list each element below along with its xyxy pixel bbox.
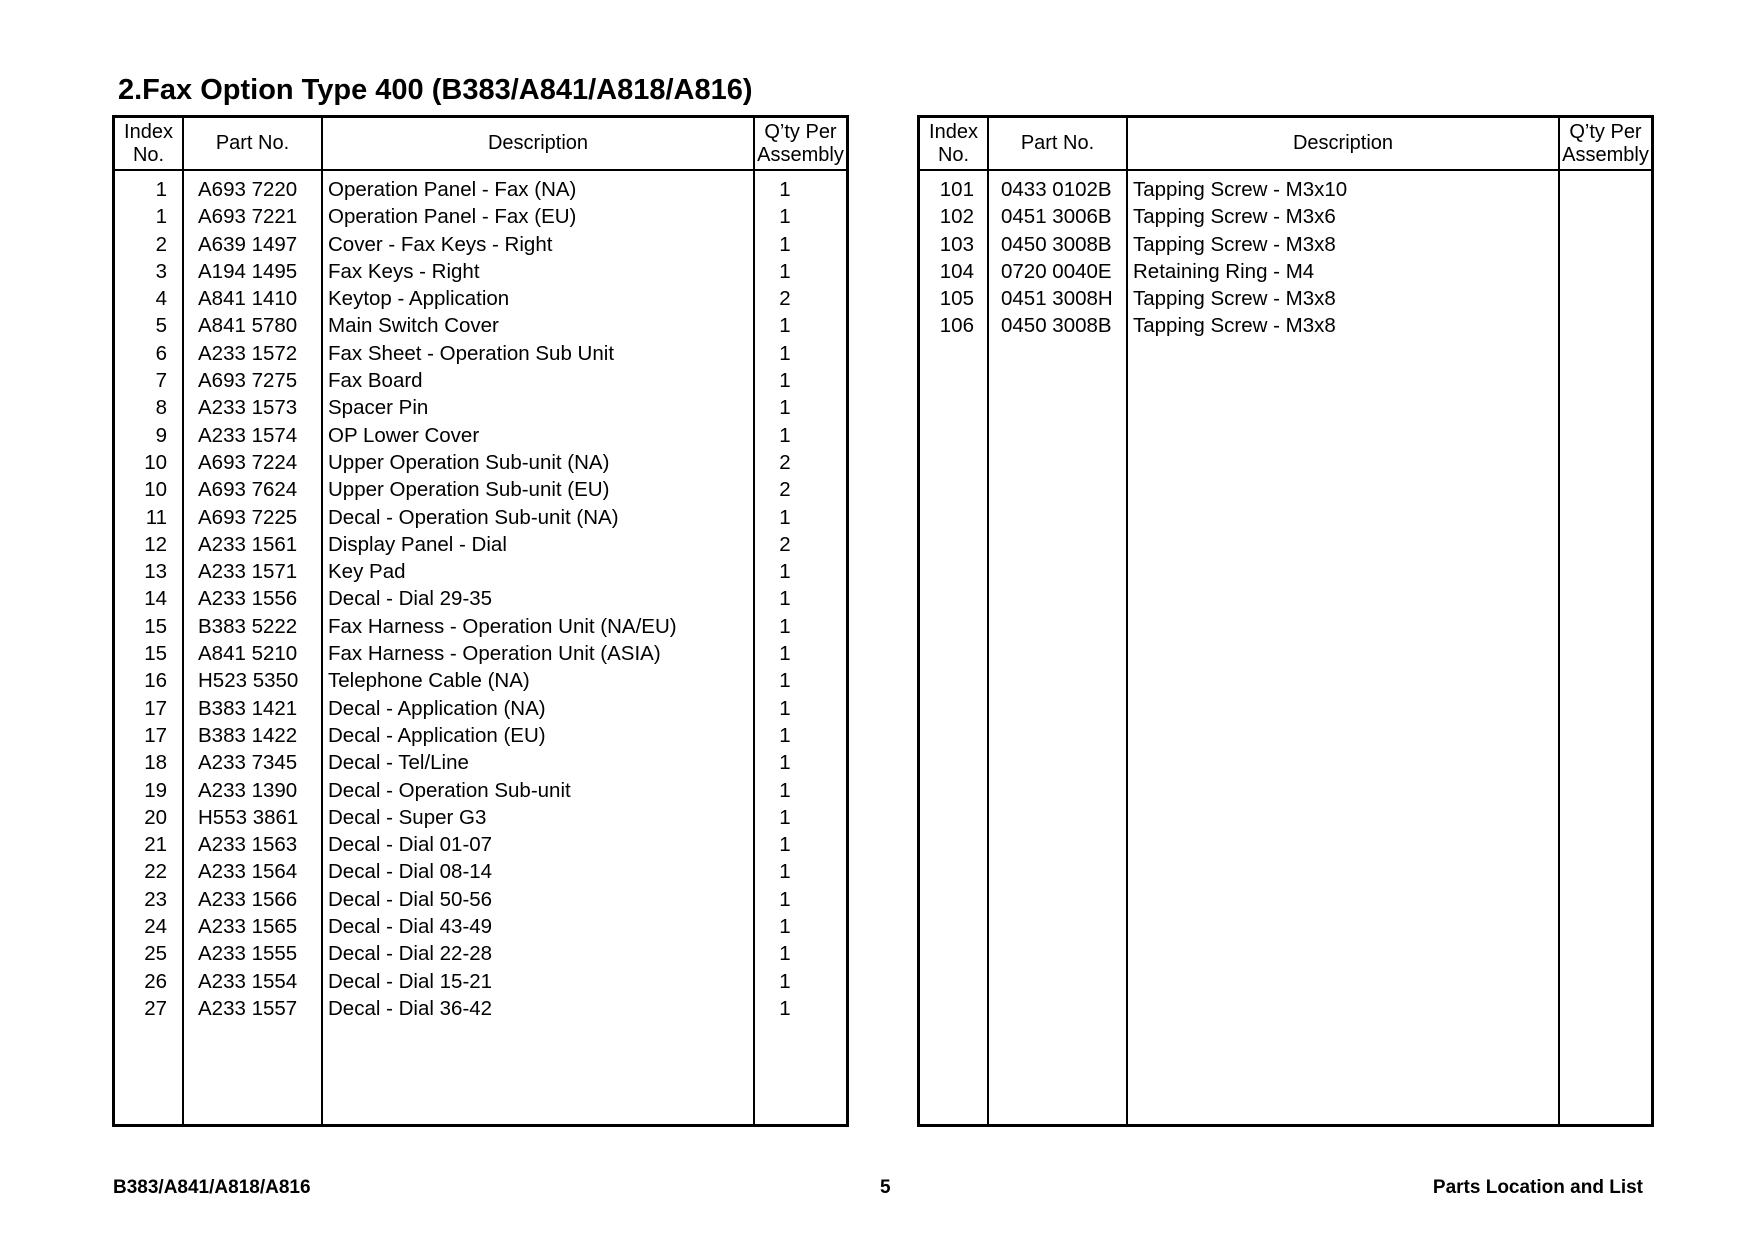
qty-cell: 1 — [779, 669, 791, 693]
part-no-cell: A233 1564 — [198, 860, 298, 884]
table-row — [115, 231, 846, 258]
header-description: Description — [487, 132, 589, 154]
index-cell: 25 — [144, 942, 167, 966]
qty-cell: 1 — [779, 396, 791, 420]
qty-cell: 1 — [779, 178, 791, 201]
qty-cell: 1 — [779, 915, 791, 939]
description-cell: Tapping Screw - M3x10 — [1133, 178, 1348, 201]
part-no-cell: 0720 0040E — [1001, 259, 1112, 283]
table-row — [115, 940, 846, 967]
qty-cell: 1 — [779, 805, 791, 829]
part-no-cell: H553 3861 — [198, 805, 299, 829]
description-cell: Decal - Dial 36-42 — [328, 996, 493, 1020]
index-cell: 12 — [144, 532, 167, 556]
index-cell: 103 — [939, 232, 974, 256]
parts-table-left — [112, 115, 849, 1127]
qty-cell: 1 — [779, 614, 791, 638]
table-row — [115, 422, 846, 449]
part-no-cell: A639 1497 — [198, 232, 298, 256]
table-row — [920, 285, 1651, 312]
index-cell: 1 — [155, 205, 167, 229]
index-cell: 18 — [144, 751, 167, 775]
qty-cell: 1 — [779, 642, 791, 666]
qty-cell: 1 — [779, 996, 791, 1020]
index-cell: 4 — [155, 287, 167, 311]
description-cell: Decal - Dial 15-21 — [328, 969, 493, 993]
index-cell: 14 — [144, 587, 167, 611]
index-cell: 8 — [155, 396, 167, 420]
table-row — [115, 667, 846, 694]
qty-cell: 1 — [779, 259, 791, 283]
header-part-no: Part No. — [215, 132, 290, 154]
part-no-cell: A233 1572 — [198, 341, 298, 365]
description-cell: Decal - Dial 43-49 — [328, 915, 493, 939]
table-row — [115, 777, 846, 804]
table-row — [115, 285, 846, 312]
table-row — [115, 558, 846, 585]
index-cell: 105 — [939, 287, 974, 311]
table-row — [920, 231, 1651, 258]
description-cell: Cover - Fax Keys - Right — [328, 232, 553, 256]
index-cell: 13 — [144, 560, 167, 584]
part-no-cell: A693 7275 — [198, 369, 298, 393]
part-no-cell: A233 1561 — [198, 532, 298, 556]
description-cell: Fax Board — [328, 369, 423, 393]
index-cell: 104 — [939, 259, 974, 283]
index-cell: 15 — [144, 642, 167, 666]
table-row — [115, 476, 846, 503]
part-no-cell: 0433 0102B — [1001, 178, 1112, 201]
table-row — [115, 858, 846, 885]
table-row — [115, 340, 846, 367]
table-body — [115, 176, 846, 1022]
qty-cell: 2 — [779, 287, 791, 311]
index-cell: 27 — [144, 996, 167, 1020]
part-no-cell: A233 1557 — [198, 996, 298, 1020]
description-cell: Key Pad — [328, 560, 406, 584]
qty-cell: 1 — [779, 723, 791, 747]
index-cell: 5 — [155, 314, 167, 338]
header-qty: Q’ty Per Assembly — [757, 120, 844, 166]
description-cell: Tapping Screw - M3x6 — [1133, 205, 1336, 229]
index-cell: 10 — [144, 450, 167, 474]
description-cell: Decal - Super G3 — [328, 805, 487, 829]
description-cell: Decal - Operation Sub-unit (NA) — [328, 505, 619, 529]
table-row — [115, 203, 846, 230]
description-cell: Fax Keys - Right — [328, 259, 480, 283]
qty-cell: 1 — [779, 423, 791, 447]
qty-cell: 1 — [779, 587, 791, 611]
qty-cell: 1 — [779, 751, 791, 775]
index-cell: 17 — [144, 696, 167, 720]
description-cell: OP Lower Cover — [328, 423, 480, 447]
description-cell: Decal - Dial 29-35 — [328, 587, 493, 611]
table-row — [115, 913, 846, 940]
qty-cell: 1 — [779, 696, 791, 720]
part-no-cell: B383 5222 — [198, 614, 298, 638]
table-row — [115, 886, 846, 913]
index-cell: 10 — [144, 478, 167, 502]
index-cell: 9 — [155, 423, 167, 447]
part-no-cell: A233 1554 — [198, 969, 298, 993]
part-no-cell: A841 5210 — [198, 642, 298, 666]
footer-section: Parts Location and List — [1432, 1177, 1643, 1198]
table-row — [920, 176, 1651, 203]
index-cell: 106 — [939, 314, 974, 338]
description-cell: Upper Operation Sub-unit (EU) — [328, 478, 610, 502]
part-no-cell: 0451 3006B — [1001, 205, 1112, 229]
description-cell: Fax Harness - Operation Unit (NA/EU) — [328, 614, 677, 638]
table-row — [115, 394, 846, 421]
description-cell: Retaining Ring - M4 — [1133, 259, 1315, 283]
part-no-cell: A233 1556 — [198, 587, 298, 611]
part-no-cell: A233 1563 — [198, 833, 298, 857]
table-row — [115, 613, 846, 640]
index-cell: 22 — [144, 860, 167, 884]
table-row — [115, 995, 846, 1022]
header-index: Index No. — [124, 120, 173, 166]
part-no-cell: A233 7345 — [198, 751, 298, 775]
index-cell: 16 — [144, 669, 167, 693]
table-row — [115, 449, 846, 476]
index-cell: 23 — [144, 887, 167, 911]
description-cell: Tapping Screw - M3x8 — [1133, 287, 1336, 311]
table-row — [115, 531, 846, 558]
qty-cell: 1 — [779, 778, 791, 802]
index-cell: 102 — [939, 205, 974, 229]
qty-cell: 1 — [779, 969, 791, 993]
part-no-cell: 0450 3008B — [1001, 232, 1112, 256]
index-cell: 15 — [144, 614, 167, 638]
table-row — [115, 749, 846, 776]
part-no-cell: H523 5350 — [198, 669, 299, 693]
index-cell: 11 — [145, 505, 167, 529]
table-row — [115, 722, 846, 749]
qty-cell: 2 — [779, 532, 791, 556]
table-row — [115, 176, 846, 203]
index-cell: 6 — [155, 341, 167, 365]
qty-cell: 2 — [779, 450, 791, 474]
qty-cell: 1 — [779, 369, 791, 393]
qty-cell: 1 — [779, 833, 791, 857]
part-no-cell: 0451 3008H — [1001, 287, 1113, 311]
table-row — [920, 312, 1651, 339]
description-cell: Main Switch Cover — [328, 314, 499, 338]
index-cell: 1 — [155, 178, 167, 201]
index-cell: 3 — [155, 259, 167, 283]
description-cell: Fax Harness - Operation Unit (ASIA) — [328, 642, 661, 666]
header-index: Index No. — [929, 120, 978, 166]
qty-cell: 1 — [779, 341, 791, 365]
qty-cell: 1 — [779, 942, 791, 966]
page-title: 2.Fax Option Type 400 (B383/A841/A818/A816) — [118, 74, 753, 106]
description-cell: Operation Panel - Fax (NA) — [328, 178, 577, 201]
index-cell: 21 — [144, 833, 167, 857]
table-row — [115, 695, 846, 722]
part-no-cell: A233 1565 — [198, 915, 298, 939]
part-no-cell: A233 1390 — [198, 778, 298, 802]
table-row — [115, 504, 846, 531]
index-cell: 7 — [155, 369, 167, 393]
description-cell: Tapping Screw - M3x8 — [1133, 232, 1336, 256]
index-cell: 17 — [144, 723, 167, 747]
index-cell: 24 — [144, 915, 167, 939]
table-row — [115, 831, 846, 858]
table-body — [920, 176, 1651, 340]
part-no-cell: A693 7221 — [198, 205, 298, 229]
description-cell: Decal - Dial 22-28 — [328, 942, 493, 966]
part-no-cell: A233 1555 — [198, 942, 298, 966]
table-row — [115, 312, 846, 339]
part-no-cell: A693 7624 — [198, 478, 298, 502]
footer-model: B383/A841/A818/A816 — [113, 1177, 311, 1198]
part-no-cell: A693 7220 — [198, 178, 298, 201]
qty-cell: 1 — [779, 887, 791, 911]
description-cell: Decal - Application (EU) — [328, 723, 546, 747]
part-no-cell: A693 7225 — [198, 505, 298, 529]
description-cell: Decal - Tel/Line — [328, 751, 469, 775]
description-cell: Decal - Dial 08-14 — [328, 860, 493, 884]
part-no-cell: A841 5780 — [198, 314, 298, 338]
description-cell: Display Panel - Dial — [328, 532, 507, 556]
parts-table-right — [917, 115, 1654, 1127]
qty-cell: 1 — [779, 560, 791, 584]
table-row — [920, 203, 1651, 230]
index-cell: 101 — [939, 178, 974, 201]
part-no-cell: A233 1573 — [198, 396, 298, 420]
table-header — [920, 118, 1651, 171]
description-cell: Telephone Cable (NA) — [328, 669, 530, 693]
description-cell: Decal - Operation Sub-unit — [328, 778, 571, 802]
table-row — [115, 585, 846, 612]
index-cell: 20 — [144, 805, 167, 829]
part-no-cell: A841 1410 — [198, 287, 298, 311]
description-cell: Keytop - Application — [328, 287, 510, 311]
table-row — [920, 258, 1651, 285]
description-cell: Decal - Application (NA) — [328, 696, 546, 720]
qty-cell: 1 — [779, 505, 791, 529]
header-description: Description — [1292, 132, 1394, 154]
footer-page-number: 5 — [880, 1177, 891, 1198]
description-cell: Fax Sheet - Operation Sub Unit — [328, 341, 615, 365]
part-no-cell: A693 7224 — [198, 450, 298, 474]
part-no-cell: 0450 3008B — [1001, 314, 1112, 338]
part-no-cell: A194 1495 — [198, 259, 298, 283]
table-row — [115, 804, 846, 831]
description-cell: Decal - Dial 50-56 — [328, 887, 493, 911]
table-row — [115, 968, 846, 995]
part-no-cell: B383 1422 — [198, 723, 298, 747]
description-cell: Spacer Pin — [328, 396, 429, 420]
index-cell: 19 — [144, 778, 167, 802]
index-cell: 2 — [155, 232, 167, 256]
description-cell: Decal - Dial 01-07 — [328, 833, 493, 857]
qty-cell: 1 — [779, 232, 791, 256]
table-row — [115, 258, 846, 285]
header-qty: Q’ty Per Assembly — [1562, 120, 1649, 166]
header-part-no: Part No. — [1020, 132, 1095, 154]
description-cell: Operation Panel - Fax (EU) — [328, 205, 577, 229]
table-header — [115, 118, 846, 171]
part-no-cell: A233 1574 — [198, 423, 298, 447]
index-cell: 26 — [144, 969, 167, 993]
part-no-cell: A233 1566 — [198, 887, 298, 911]
table-row — [115, 367, 846, 394]
qty-cell: 1 — [779, 860, 791, 884]
part-no-cell: A233 1571 — [198, 560, 298, 584]
qty-cell: 1 — [779, 314, 791, 338]
qty-cell: 2 — [779, 478, 791, 502]
part-no-cell: B383 1421 — [198, 696, 298, 720]
description-cell: Upper Operation Sub-unit (NA) — [328, 450, 610, 474]
description-cell: Tapping Screw - M3x8 — [1133, 314, 1336, 338]
qty-cell: 1 — [779, 205, 791, 229]
table-row — [115, 640, 846, 667]
